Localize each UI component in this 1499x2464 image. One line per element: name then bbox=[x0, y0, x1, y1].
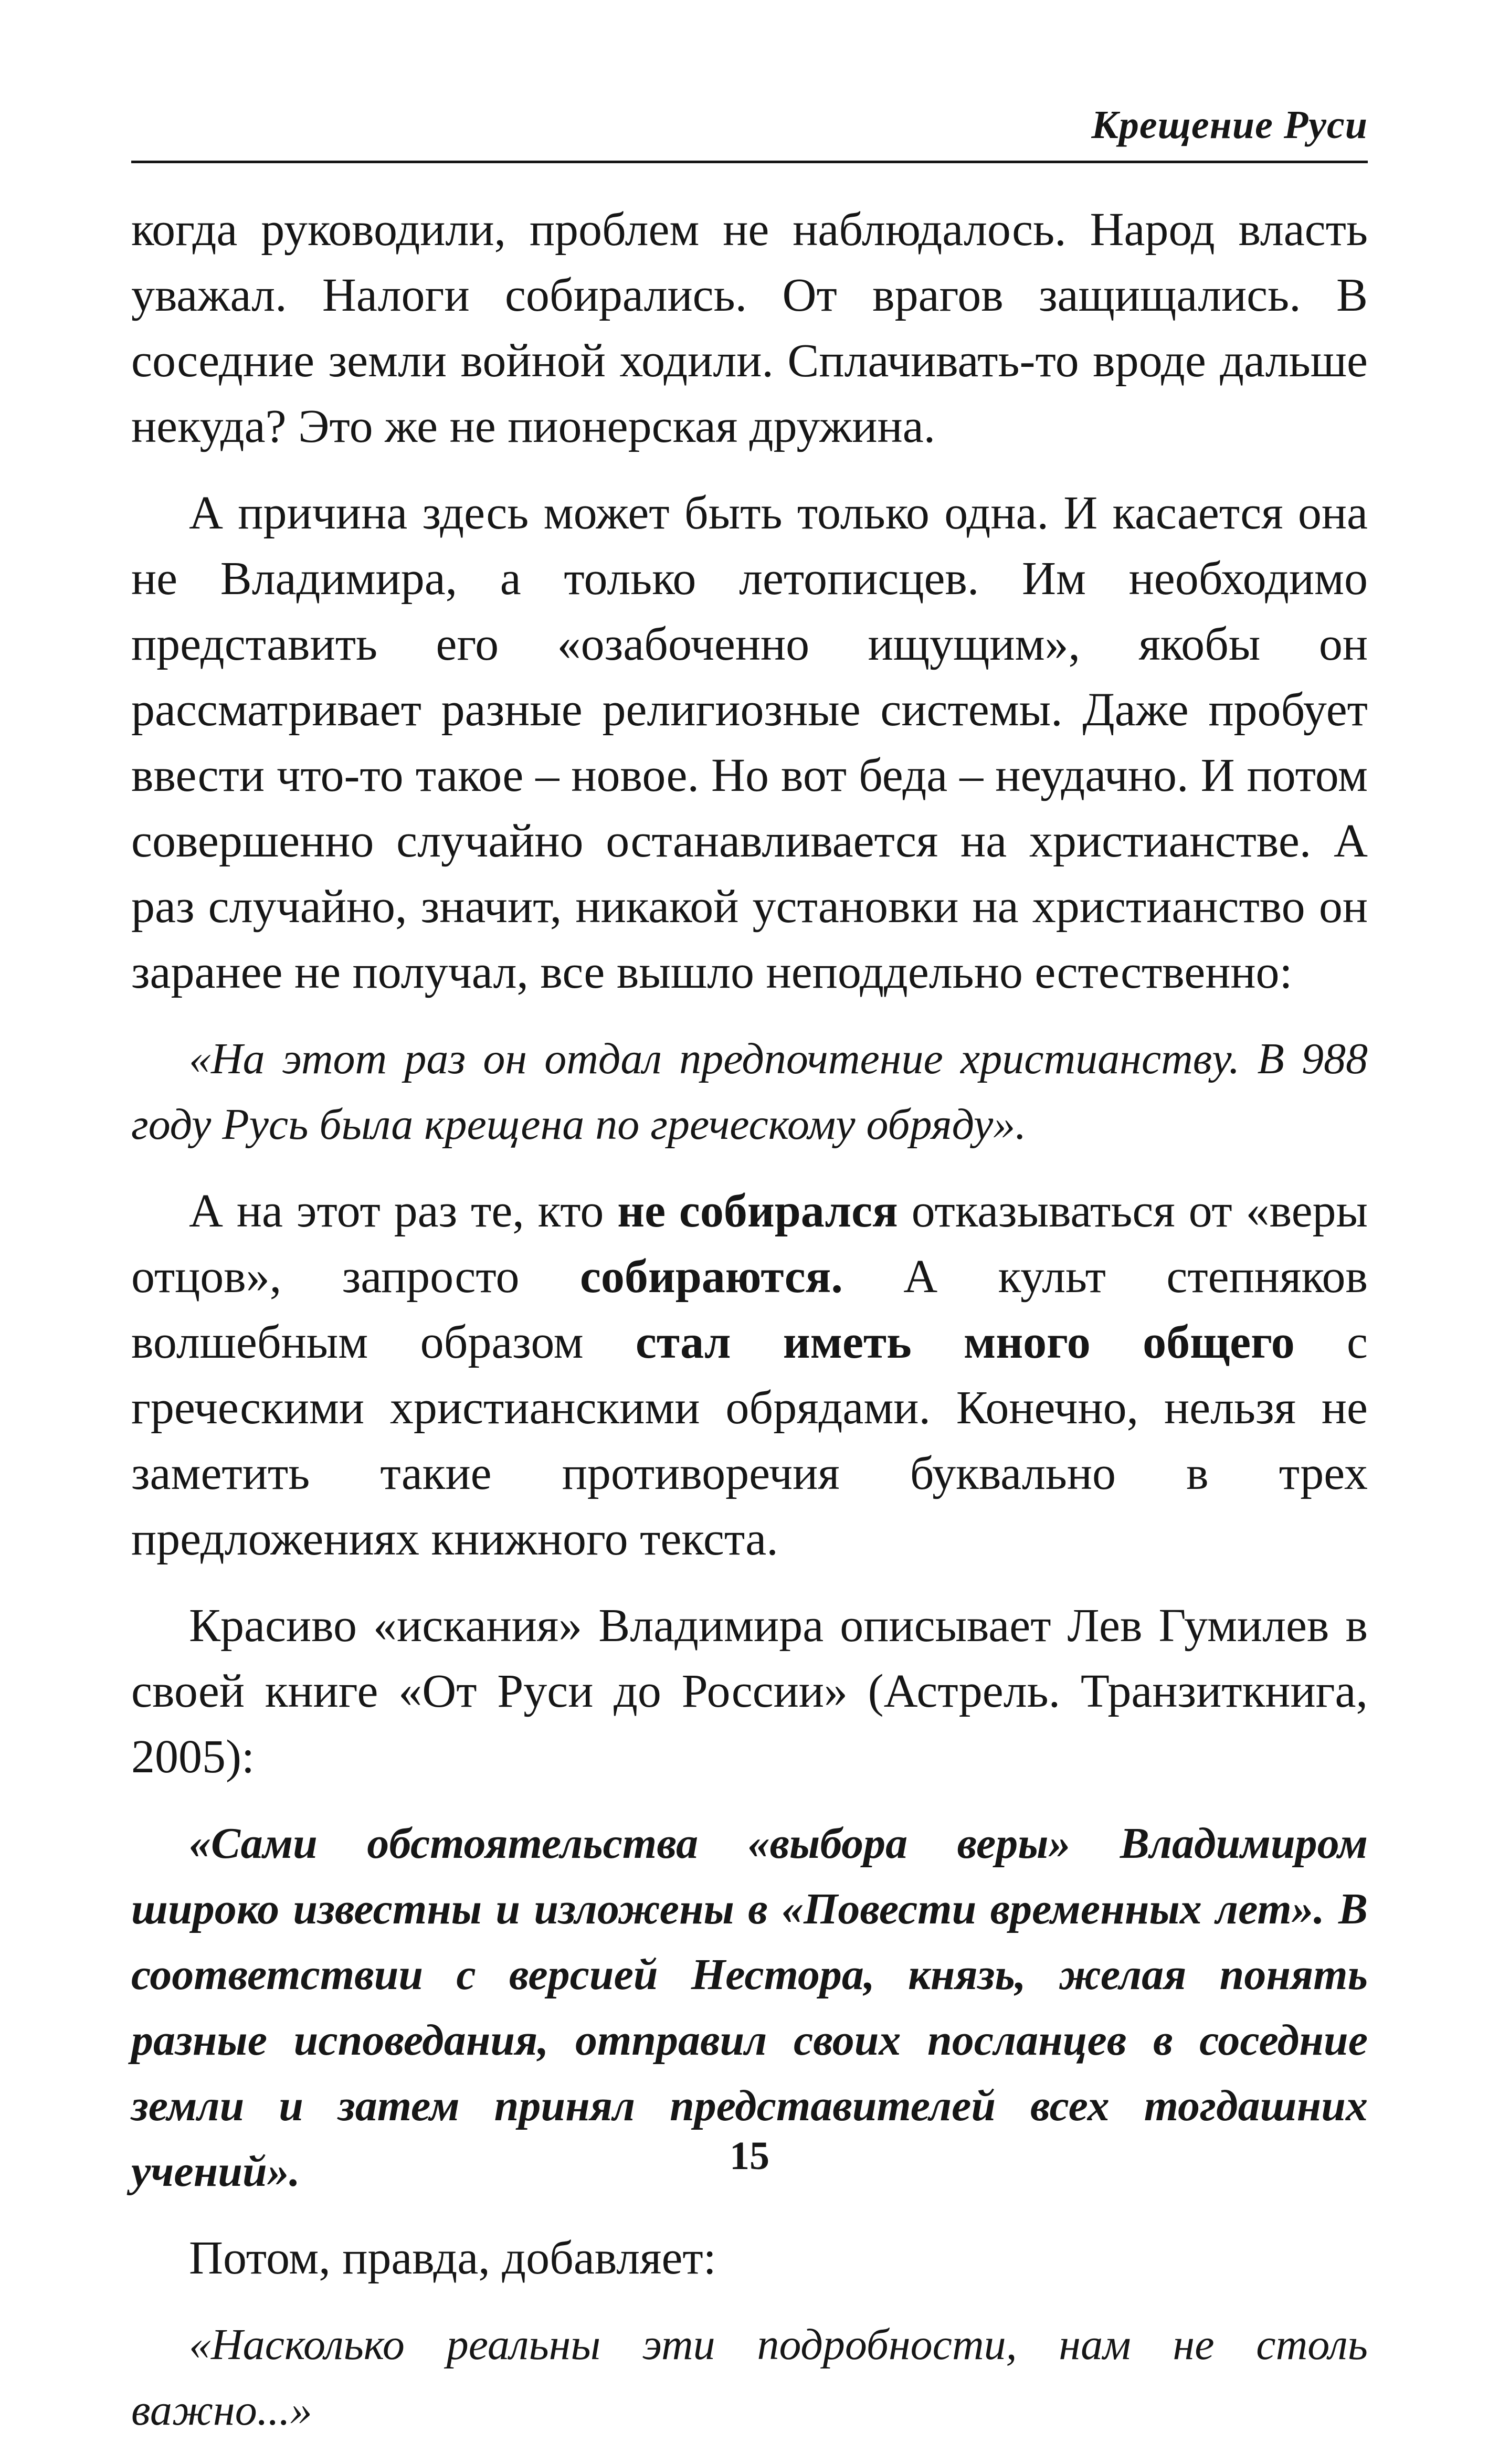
page-body bbox=[131, 197, 1368, 2464]
paragraph: Потом, правда, добавляет: bbox=[189, 2232, 716, 2284]
quotation: «Насколько реальны эти подробности, нам не столь важно...» bbox=[131, 2320, 1368, 2435]
paragraph-continued: когда руководили, проблем не наблюдалось. Народ власть уважал. Налоги собирались. От врагов защищались. В соседние земли войной ходили. Сплачивать-то вроде дальше некуда? Это же не пионерская дружина. bbox=[131, 204, 1368, 452]
text-run: с греческими христианскими обрядами. Конечно, нельзя не заметить такие противоречия буквально в трех предложениях книжного текста. bbox=[131, 1316, 1368, 1565]
bold-emphasis: не собирался bbox=[617, 1185, 898, 1237]
quotation: «На этот раз он отдал предпочтение христианству. В 988 году Русь была крещена по греческому обряду». bbox=[131, 1034, 1368, 1149]
text-run: А культ степняков волшебным образом bbox=[131, 1251, 1368, 1368]
text-run: отказываться от «веры отцов», запросто bbox=[131, 1185, 1368, 1303]
bold-emphasis: собираются. bbox=[579, 1251, 843, 1303]
page-number: 15 bbox=[730, 2134, 769, 2178]
header-rule bbox=[131, 161, 1368, 163]
paragraph-with-emphasis bbox=[131, 1178, 1368, 1572]
paragraph: А причина здесь может быть только одна. И касается она не Владимира, а только летописцев. Им необходимо представить его «озабоченно ищущим», якобы он рассматривает разные религиозные системы. Даже пробует ввести что-то такое – новое. Но вот беда – неудачно. И потом совершенно случайно останавливается на христианстве. А раз случайно, значит, никакой установки на христианство он заранее не получал, все вышло неподдельно естественно: bbox=[131, 487, 1368, 998]
quotation-bold: «Сами обстоятельства «выбора веры» Владимиром широко известны и изложены в «Повести временных лет». В соответствии с версией Нестора, князь, желая понять разные исповедания, отправил своих посланцев в соседние земли и затем принял представителей всех тогдашних учений». bbox=[131, 1819, 1368, 2196]
bold-emphasis: стал иметь много общего bbox=[635, 1316, 1295, 1368]
paragraph: Красиво «искания» Владимира описывает Лев Гумилев в своей книге «От Руси до России» (Астрель. Транзиткнига, 2005): bbox=[131, 1600, 1368, 1783]
text-run: А на этот раз те, кто bbox=[189, 1185, 618, 1237]
running-head: Крещение Руси bbox=[1091, 103, 1368, 147]
